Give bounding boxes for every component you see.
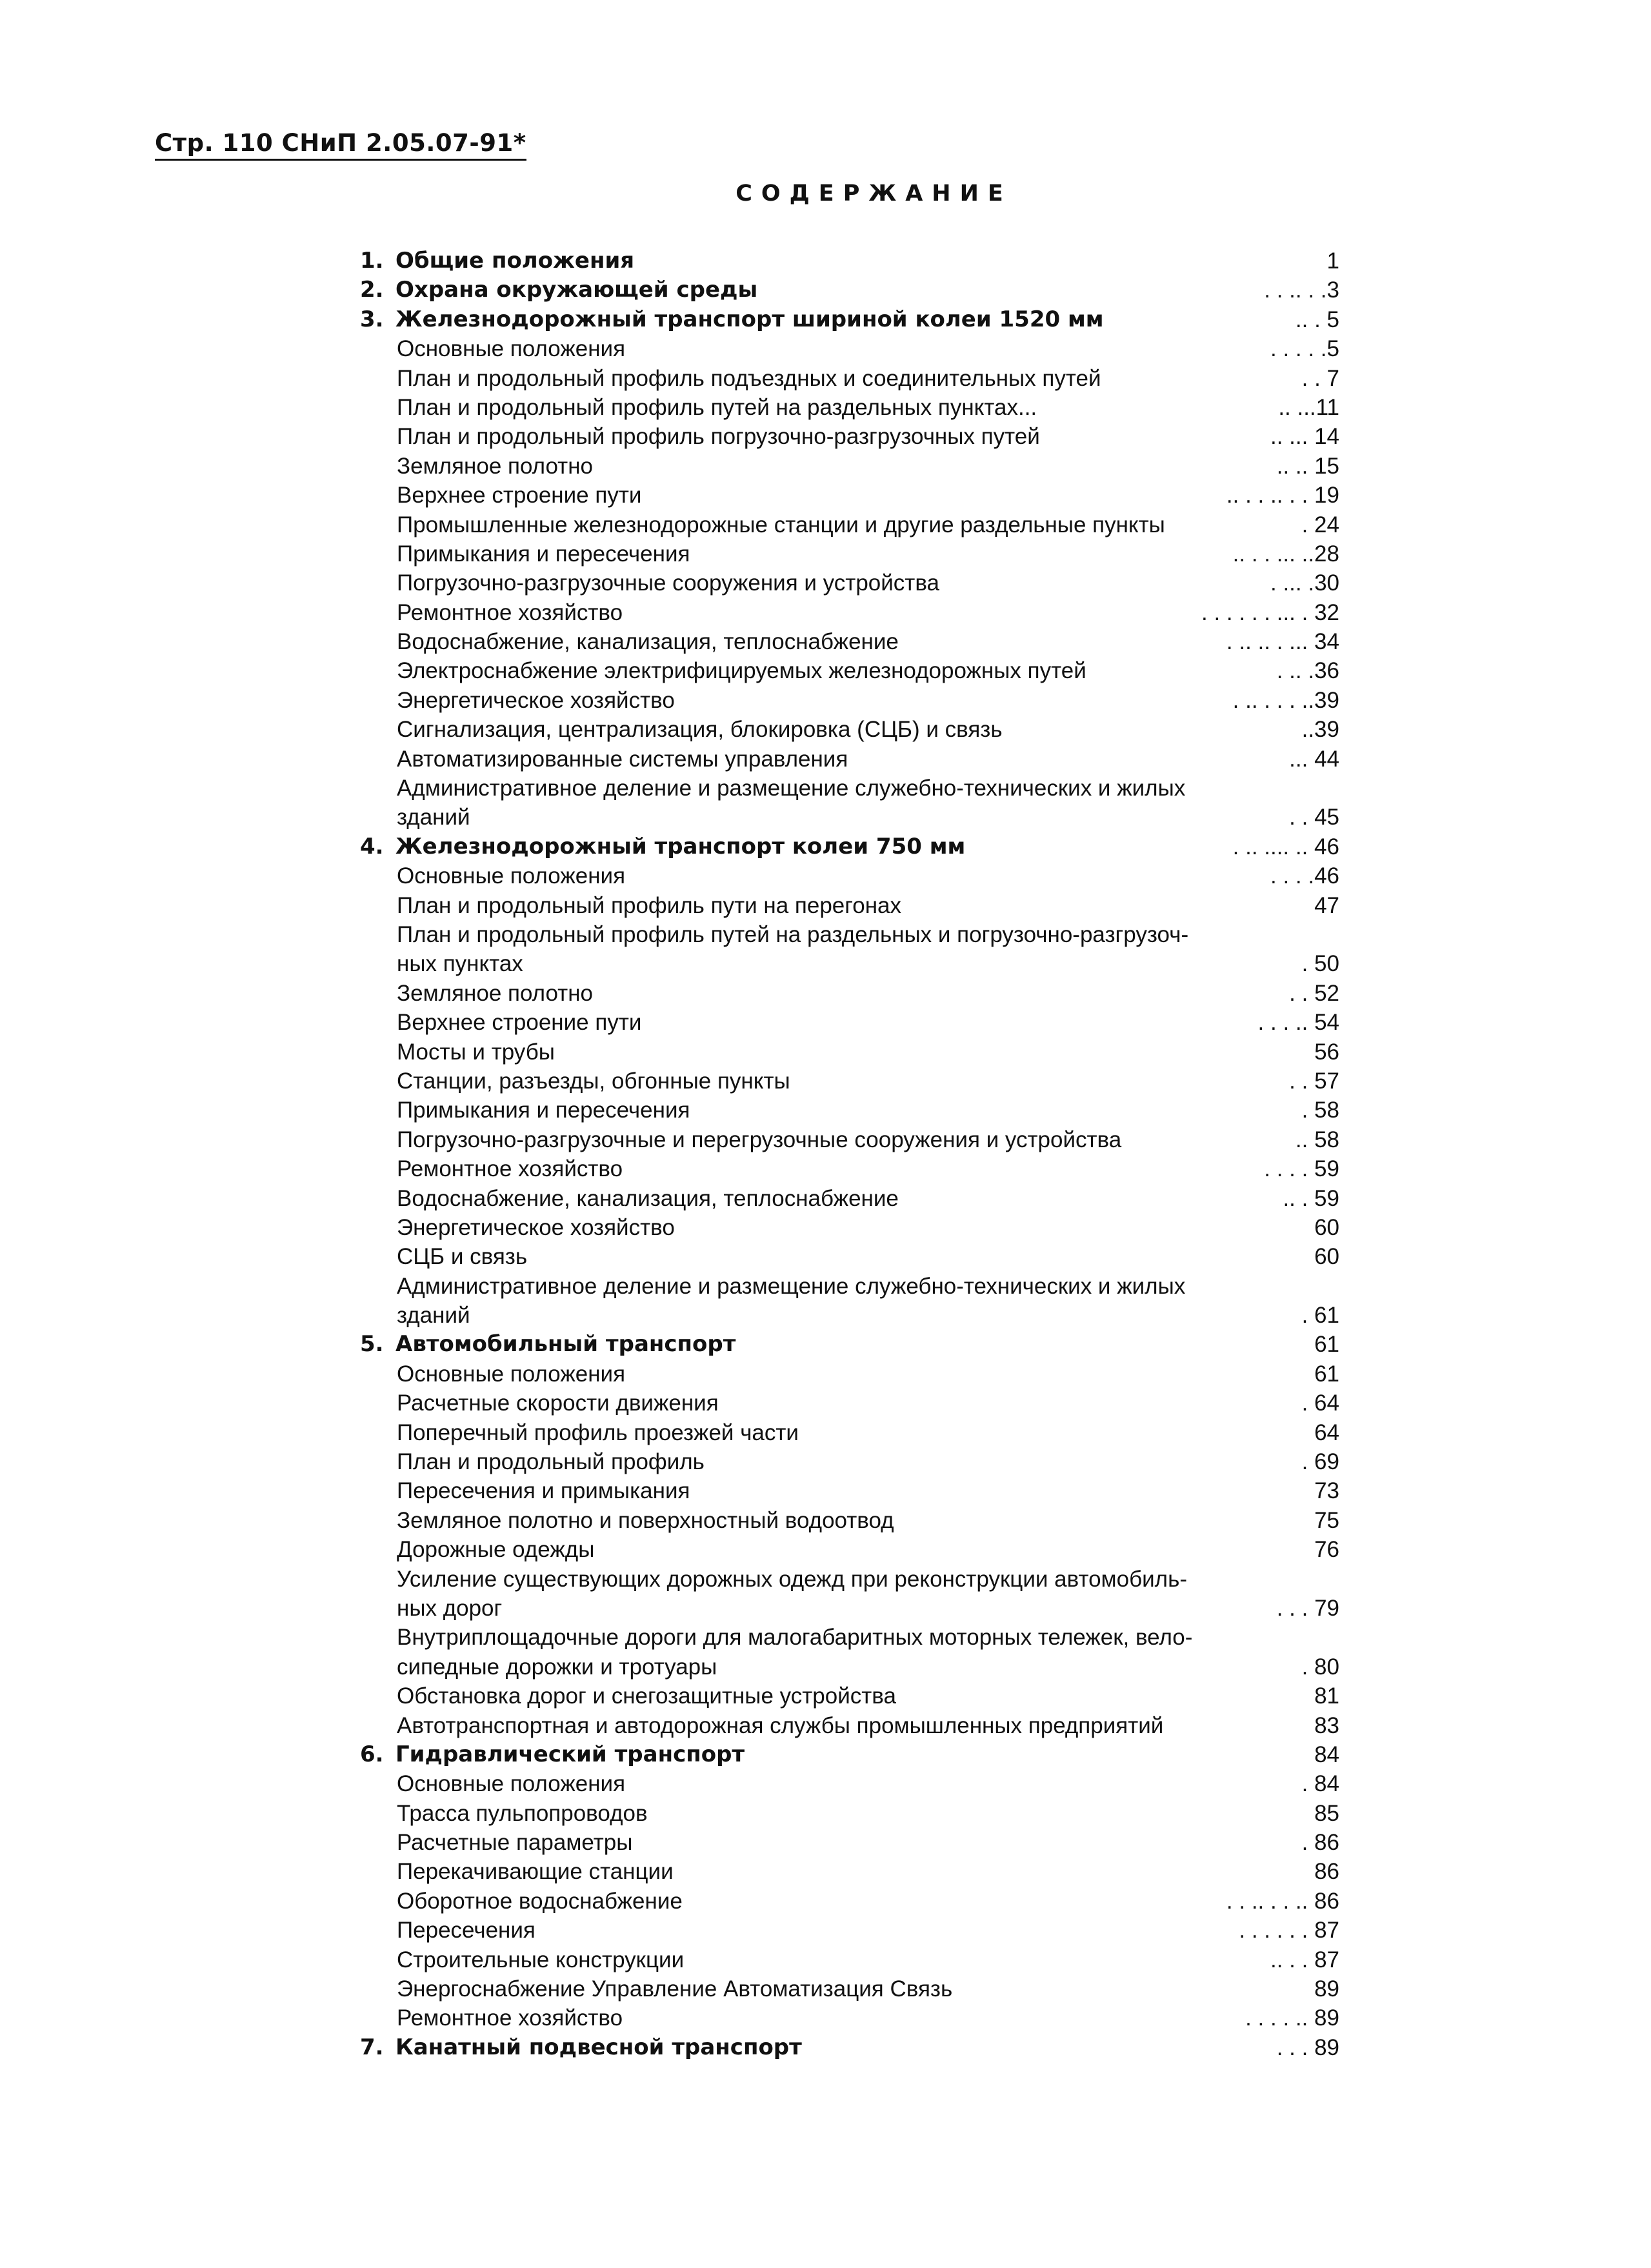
toc-entry <box>360 774 1339 803</box>
toc-entry-title: Земляное полотно и поверхностный водоотвод <box>397 1507 894 1533</box>
toc-chapter-number: 4. <box>360 833 384 859</box>
toc-entry <box>360 1418 1339 1447</box>
toc-page-number: . . 52 <box>1289 980 1339 1006</box>
toc-chapter <box>360 276 1339 305</box>
toc-page-number: 75 <box>1314 1507 1339 1533</box>
toc-entry <box>360 452 1339 481</box>
toc-page-number: 85 <box>1314 1800 1339 1826</box>
toc-entry-title: Погрузочно-разгрузочные сооружения и устройства <box>397 570 939 596</box>
toc-page-number: 60 <box>1314 1244 1339 1270</box>
toc-page-number: .. . . ... ..28 <box>1232 541 1339 567</box>
toc-page-number: 61 <box>1314 1361 1339 1387</box>
toc-entry <box>360 1067 1339 1096</box>
toc-page-number: . 58 <box>1301 1098 1339 1123</box>
toc-page-number: . 24 <box>1301 512 1339 537</box>
toc-entry-title: Земляное полотно <box>397 980 594 1006</box>
toc-chapter <box>360 305 1339 334</box>
toc-page-number: . 61 <box>1301 1303 1339 1329</box>
toc-entry-title: Промышленные железнодорожные станции и другие раздельные пункты <box>397 512 1165 537</box>
toc-entry-title: Расчетные скорости движения <box>397 1390 719 1416</box>
toc-entry-title: Основные положения <box>397 336 626 362</box>
toc-chapter-number: 1. <box>360 248 384 274</box>
toc-page-number: 61 <box>1314 1332 1339 1358</box>
toc-entry <box>360 393 1339 422</box>
toc-entry <box>360 422 1339 451</box>
toc-entry-title: Энергетическое хозяйство <box>397 1214 675 1240</box>
toc-chapter-number: 7. <box>360 2034 384 2060</box>
page-header: Стр. 110 СНиП 2.05.07-91* <box>155 128 526 161</box>
toc-entry <box>360 598 1339 627</box>
toc-page-number: .. ... 14 <box>1270 424 1339 450</box>
toc-entry-title: Автомобильный транспорт <box>395 1331 736 1358</box>
toc-entry-title: Ремонтное хозяйство <box>397 599 623 625</box>
toc-entry <box>360 1154 1339 1183</box>
toc-entry <box>360 1974 1339 2003</box>
toc-chapter <box>360 2033 1339 2062</box>
toc-entry <box>360 1594 1339 1623</box>
toc-page-number: 81 <box>1314 1683 1339 1709</box>
toc-entry-title: Сигнализация, централизация, блокировка (СЦБ) и связь <box>397 717 1003 743</box>
toc-entry-title: Энергетическое хозяйство <box>397 687 675 713</box>
toc-entry-title: Верхнее строение пути <box>397 483 642 508</box>
toc-entry <box>360 803 1339 832</box>
toc-entry <box>360 949 1339 978</box>
toc-entry-title: Ремонтное хозяйство <box>397 1156 623 1182</box>
toc-page-number: . . .. . .3 <box>1264 277 1339 303</box>
toc-entry <box>360 1447 1339 1476</box>
toc-entry-title: Обстановка дорог и снегозащитные устройства <box>397 1683 896 1709</box>
toc-page-number: . 86 <box>1301 1830 1339 1856</box>
toc-chapter <box>360 832 1339 861</box>
toc-entry-title: План и продольный профиль пути на перегонах <box>397 892 902 918</box>
toc-chapter-number: 3. <box>360 306 384 332</box>
toc-entry-title: План и продольный профиль путей на раздельных пунктах... <box>397 394 1037 420</box>
toc-entry-title: Автоматизированные системы управления <box>397 746 848 772</box>
toc-entry-title: ных пунктах <box>397 951 523 977</box>
toc-entry-title: Административное деление и размещение служебно-технических и жилых <box>397 1273 1186 1299</box>
toc-entry-title: СЦБ и связь <box>397 1244 528 1270</box>
toc-entry-title: План и продольный профиль погрузочно-разгрузочных путей <box>397 424 1040 450</box>
toc-entry-title: зданий <box>397 805 470 830</box>
toc-entry <box>360 1301 1339 1330</box>
toc-page-number: . 64 <box>1301 1390 1339 1416</box>
toc-page-number: . .. .36 <box>1276 658 1339 684</box>
toc-entry-title: Примыкания и пересечения <box>397 541 690 567</box>
toc-entry-title: План и продольный профиль <box>397 1449 705 1475</box>
toc-entry-title: План и продольный профиль путей на раздельных и погрузочно-разгрузоч- <box>397 921 1189 947</box>
toc-page-number: 1 <box>1326 248 1339 274</box>
toc-entry <box>360 1272 1339 1301</box>
toc-entry <box>360 1916 1339 1945</box>
toc-entry-title: Пересечения <box>397 1918 535 1943</box>
toc-entry-title: Усиление существующих дорожных одежд при реконструкции автомобиль- <box>397 1566 1187 1592</box>
toc-chapter <box>360 246 1339 276</box>
toc-entry <box>360 1681 1339 1711</box>
toc-entry <box>360 2003 1339 2032</box>
toc-page-number: . . . . . . ... . 32 <box>1201 599 1339 625</box>
toc-page-number: .. .. 15 <box>1276 453 1339 479</box>
toc-page-number: 73 <box>1314 1478 1339 1504</box>
toc-entry-title: Основные положения <box>397 1771 626 1797</box>
toc-page-number: . . . . .5 <box>1270 336 1339 362</box>
toc-entry <box>360 1476 1339 1505</box>
toc-chapter <box>360 1740 1339 1769</box>
toc-page-number: 84 <box>1314 1741 1339 1767</box>
toc-chapter-number: 5. <box>360 1331 384 1358</box>
toc-entry <box>360 920 1339 949</box>
toc-page-number: . . . . 59 <box>1264 1156 1339 1182</box>
toc-entry-title: Дорожные одежды <box>397 1537 595 1563</box>
toc-entry-title: Основные положения <box>397 863 626 889</box>
toc-entry <box>360 1945 1339 1974</box>
toc-entry-title: Внутриплощадочные дороги для малогабаритных моторных тележек, вело- <box>397 1625 1193 1651</box>
toc-entry-title: Автотранспортная и автодорожная службы промышленных предприятий <box>397 1712 1164 1738</box>
toc-page-number: . . . .46 <box>1270 863 1339 889</box>
toc-page-number: . 84 <box>1301 1771 1339 1797</box>
toc-entry <box>360 1535 1339 1564</box>
toc-chapter-number: 6. <box>360 1741 384 1767</box>
toc-entry-title: Охрана окружающей среды <box>395 277 758 303</box>
toc-entry <box>360 364 1339 393</box>
toc-entry-title: Гидравлический транспорт <box>395 1741 745 1767</box>
toc-entry-title: Станции, разъезды, обгонные пункты <box>397 1068 790 1094</box>
toc-entry-title: Железнодорожный транспорт шириной колеи 1520 мм <box>395 306 1104 332</box>
toc-entry-title: Водоснабжение, канализация, теплоснабжение <box>397 629 899 655</box>
toc-entry <box>360 861 1339 890</box>
toc-entry <box>360 1008 1339 1037</box>
toc-page-number: . 50 <box>1301 951 1339 977</box>
toc-page-number: 64 <box>1314 1420 1339 1445</box>
toc-page-number: .. ...11 <box>1278 394 1339 420</box>
toc-entry-title: Поперечный профиль проезжей части <box>397 1420 799 1445</box>
toc-entry-title: сипедные дорожки и тротуары <box>397 1654 717 1680</box>
toc-entry-title: Канатный подвесной транспорт <box>395 2034 802 2060</box>
toc-entry-title: ных дорог <box>397 1595 503 1621</box>
toc-entry <box>360 1799 1339 1828</box>
toc-page-number: . ... .30 <box>1270 570 1339 596</box>
toc-page-number: . . .. . . .. 86 <box>1226 1888 1339 1914</box>
toc-entry <box>360 656 1339 685</box>
toc-page-number: 83 <box>1314 1712 1339 1738</box>
toc-entry <box>360 1242 1339 1271</box>
toc-entry <box>360 745 1339 774</box>
toc-entry-title: План и продольный профиль подъездных и соединительных путей <box>397 365 1101 391</box>
toc-chapter <box>360 1330 1339 1359</box>
toc-page-number: 60 <box>1314 1214 1339 1240</box>
toc-entry-title: Земляное полотно <box>397 453 594 479</box>
toc-entry-title: Примыкания и пересечения <box>397 1098 690 1123</box>
toc-page-number: . .. .... .. 46 <box>1232 834 1339 859</box>
toc-entry <box>360 510 1339 539</box>
toc-entry <box>360 1887 1339 1916</box>
toc-entry-title: Основные положения <box>397 1361 626 1387</box>
toc-entry <box>360 979 1339 1008</box>
toc-entry-title: Трасса пульпопроводов <box>397 1800 648 1826</box>
toc-page-number: 86 <box>1314 1859 1339 1885</box>
toc-entry-title: Пересечения и примыкания <box>397 1478 690 1504</box>
toc-page-number: . .. . . . ..39 <box>1232 687 1339 713</box>
toc-entry <box>360 1096 1339 1125</box>
toc-page-number: .. . 59 <box>1283 1185 1339 1211</box>
toc-entry <box>360 686 1339 715</box>
toc-entry-title: Погрузочно-разгрузочные и перегрузочные сооружения и устройства <box>397 1127 1122 1152</box>
toc-page-number: .. . 5 <box>1295 306 1339 332</box>
toc-page-number: .. . . 87 <box>1270 1947 1339 1972</box>
toc-entry <box>360 1360 1339 1389</box>
toc-entry-title: Перекачивающие станции <box>397 1859 674 1885</box>
toc-title: СОДЕРЖАНИЕ <box>735 181 1012 206</box>
toc-page-number: . . 7 <box>1301 365 1339 391</box>
toc-page-number: . . . 89 <box>1276 2034 1339 2060</box>
toc-entry <box>360 481 1339 510</box>
toc-entry-title: Водоснабжение, канализация, теплоснабжение <box>397 1185 899 1211</box>
toc-entry <box>360 1711 1339 1740</box>
toc-entry <box>360 627 1339 656</box>
toc-entry-title: Ремонтное хозяйство <box>397 2005 623 2031</box>
toc-page-number: . 69 <box>1301 1449 1339 1475</box>
toc-page-number: . . . . . . 87 <box>1239 1918 1339 1943</box>
toc-page-number: ... 44 <box>1289 746 1339 772</box>
toc-entry-title: зданий <box>397 1303 470 1329</box>
toc-entry <box>360 539 1339 568</box>
toc-entry <box>360 891 1339 920</box>
toc-chapter-number: 2. <box>360 277 384 303</box>
toc-entry-title: Общие положения <box>395 248 635 274</box>
toc-entry <box>360 1828 1339 1857</box>
toc-entry <box>360 1652 1339 1681</box>
toc-entry <box>360 334 1339 363</box>
toc-entry-title: Электроснабжение электрифицируемых железнодорожных путей <box>397 658 1086 684</box>
toc-entry <box>360 568 1339 597</box>
toc-page-number: . 80 <box>1301 1654 1339 1680</box>
toc-entry <box>360 1857 1339 1886</box>
toc-page-number: .. . . .. . . 19 <box>1226 483 1339 508</box>
toc-page-number: 56 <box>1314 1039 1339 1065</box>
toc-entry-title: Мосты и трубы <box>397 1039 555 1065</box>
toc-entry <box>360 1565 1339 1594</box>
toc-entry-title: Оборотное водоснабжение <box>397 1888 683 1914</box>
toc-entry <box>360 1623 1339 1652</box>
toc-entry-title: Расчетные параметры <box>397 1830 633 1856</box>
toc-entry <box>360 1213 1339 1242</box>
toc-entry-title: Энергоснабжение Управление Автоматизация Связь <box>397 1976 953 2002</box>
toc-entry <box>360 1038 1339 1067</box>
toc-entry-title: Административное деление и размещение служебно-технических и жилых <box>397 776 1186 801</box>
toc-entry <box>360 715 1339 744</box>
toc-entry-title: Строительные конструкции <box>397 1947 685 1972</box>
toc-page-number: .. 58 <box>1295 1127 1339 1152</box>
toc-page-number: . . . . .. 89 <box>1245 2005 1339 2031</box>
toc-page-number: . . 57 <box>1289 1068 1339 1094</box>
table-of-contents <box>360 246 1339 2062</box>
toc-page-number: 76 <box>1314 1537 1339 1563</box>
toc-entry <box>360 1184 1339 1213</box>
toc-entry-title: Железнодорожный транспорт колеи 750 мм <box>395 833 966 859</box>
toc-page-number: . . . .. 54 <box>1257 1010 1339 1036</box>
toc-entry <box>360 1506 1339 1535</box>
toc-page-number: . . 45 <box>1289 805 1339 830</box>
toc-page-number: ..39 <box>1301 717 1339 743</box>
toc-entry <box>360 1125 1339 1154</box>
toc-entry-title: Верхнее строение пути <box>397 1010 642 1036</box>
toc-page-number: 47 <box>1314 892 1339 918</box>
toc-page-number: 89 <box>1314 1976 1339 2002</box>
toc-entry <box>360 1769 1339 1798</box>
toc-page-number: . .. .. . ... 34 <box>1226 629 1339 655</box>
toc-page-number: . . . 79 <box>1276 1595 1339 1621</box>
toc-entry <box>360 1389 1339 1418</box>
